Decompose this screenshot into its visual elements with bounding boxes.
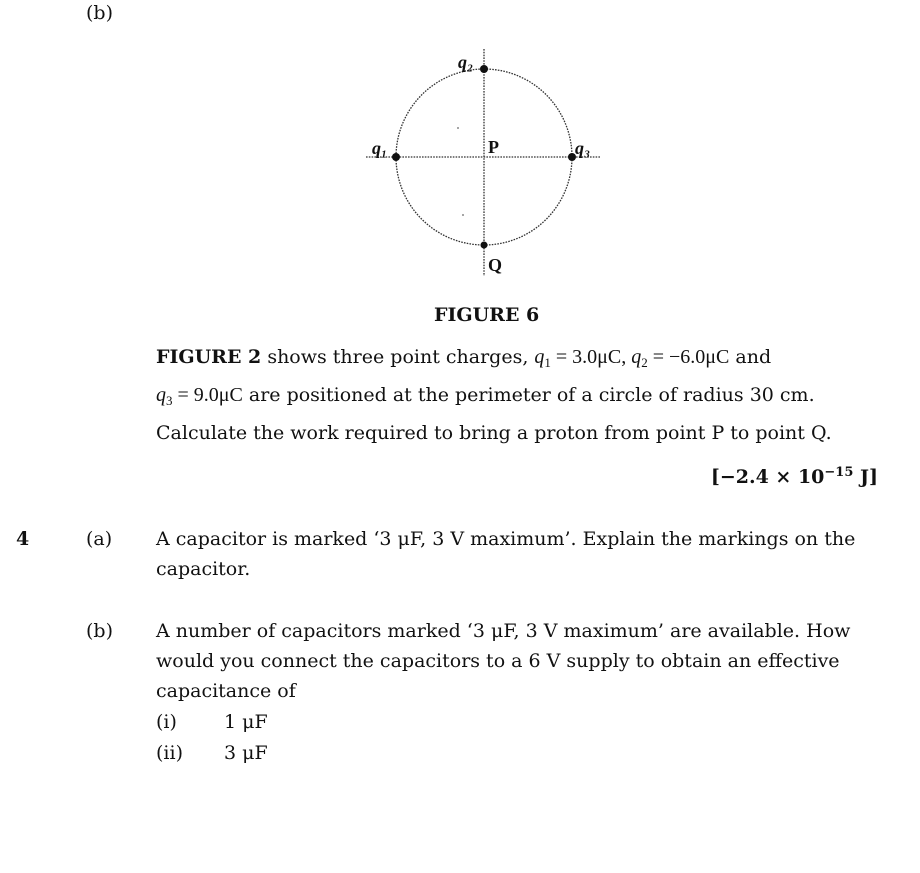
option-ii-label: (ii) xyxy=(156,742,183,764)
q3b-line-3: Calculate the work required to bring a proton from point P to point Q. xyxy=(156,422,832,444)
option-ii-value: 3 μF xyxy=(224,742,268,764)
figure-caption: FIGURE 6 xyxy=(434,304,540,326)
charge-q1-dot xyxy=(392,153,400,161)
q4-part-a-label: (a) xyxy=(86,528,113,550)
label-q: Q xyxy=(488,255,503,275)
q4a-line-1: A capacitor is marked ‘3 μF, 3 V maximum’. Explain the markings on the xyxy=(156,528,856,550)
q4b-line-1: A number of capacitors marked ‘3 μF, 3 V maximum’ are available. How xyxy=(156,620,851,642)
q4-part-b-label: (b) xyxy=(86,620,113,642)
speck xyxy=(462,214,464,216)
q4a-line-2: capacitor. xyxy=(156,558,251,580)
q4b-line-3: capacitance of xyxy=(156,680,296,702)
q3b-line-1: FIGURE 2 shows three point charges, $q_1 = 3.0\mu C$, $q_2 = -6.0\mu C$ and xyxy=(156,346,772,370)
speck xyxy=(457,127,459,129)
q4b-line-2: would you connect the capacitors to a 6 V supply to obtain an effective xyxy=(156,650,840,672)
q3b-line-2: $q_3 = 9.0\mu C$ are positioned at the perimeter of a circle of radius 30 cm. xyxy=(156,384,815,408)
option-i-value: 1 μF xyxy=(224,711,268,733)
charge-circle-figure xyxy=(360,44,610,284)
charge-q1-value: $q_1 = 3.0\mu C$, $q_2 = -6.0\mu C$ xyxy=(534,346,730,370)
label-q2: q₂ xyxy=(458,52,474,72)
charge-q2-dot xyxy=(480,65,488,73)
question-number: 4 xyxy=(16,528,30,550)
label-q3: q₃ xyxy=(575,138,591,158)
label-p: P xyxy=(488,137,499,157)
q3b-answer: [$-2.4 \times 10^{-15}$ J] xyxy=(710,465,878,488)
part-b-label: (b) xyxy=(86,2,113,24)
label-q1: q₁ xyxy=(372,138,388,158)
figure-reference: FIGURE 2 xyxy=(156,346,262,368)
option-i-label: (i) xyxy=(156,711,177,733)
charge-q3-value: $q_3 = 9.0\mu C$ xyxy=(156,384,243,408)
point-q-dot xyxy=(481,242,488,249)
and-word: and xyxy=(735,346,772,368)
